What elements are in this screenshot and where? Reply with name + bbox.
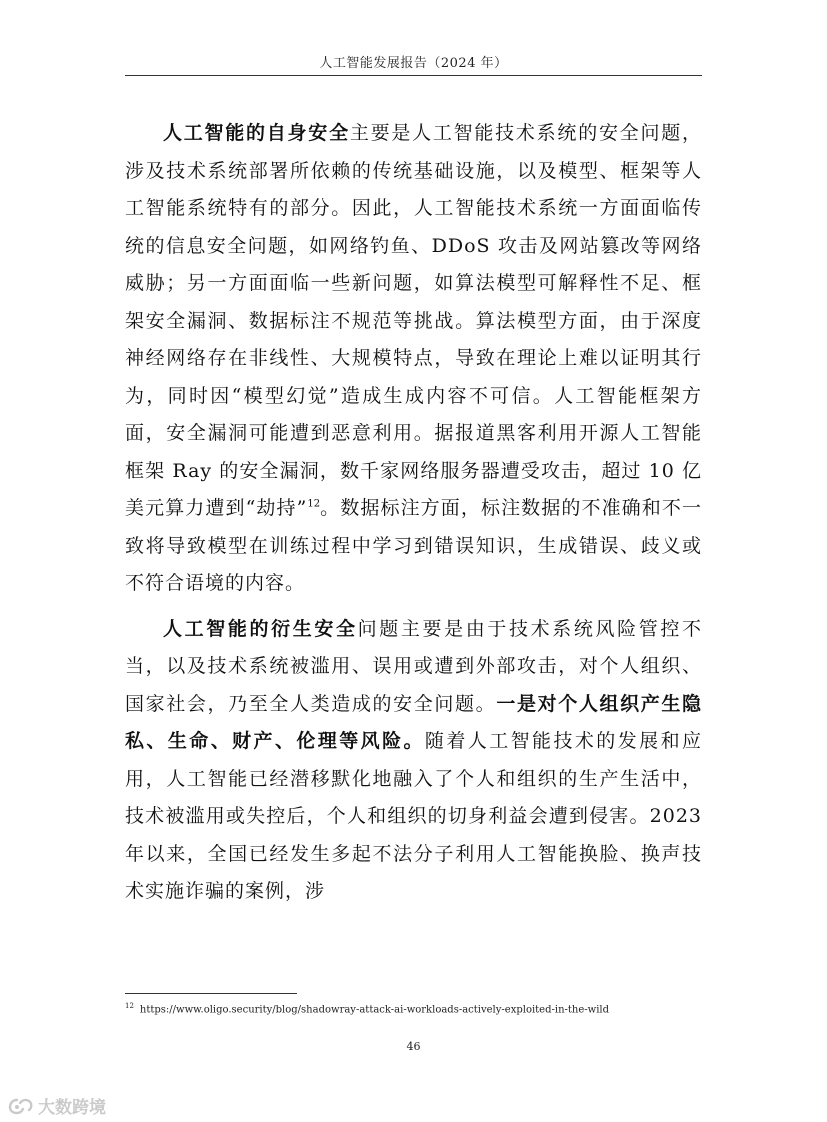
watermark — [8, 1093, 106, 1118]
header-divider — [125, 75, 702, 76]
paragraph-text: 随着人工智能技术的发展和应用，人工智能已经潜移默化地融入了个人和组织的生产生活中，技术被滥用或失控后，个人和组织的切身利益会遭到侵害。2023 年以来，全国已经发生多起不法分子利用人工智能换脸、换声技术实施诈骗的案例，涉 — [125, 730, 702, 902]
page-number: 46 — [406, 1040, 421, 1053]
footnote-number: 12 — [125, 1002, 134, 1010]
paragraph-self-security — [125, 115, 702, 603]
footnote-divider — [125, 993, 297, 994]
body-text — [125, 115, 702, 919]
footnote — [125, 1002, 702, 1015]
footnote-reference[interactable]: 12 — [307, 498, 321, 510]
watermark-logo-icon — [8, 1097, 34, 1115]
running-header: 人工智能发展报告（2024 年） — [319, 56, 508, 71]
paragraph-text: 。数据标注方面，标注数据的不准确和不一致将导致模型在训练过程中学习到错误知识，生成错误、歧义或不符合语境的内容。 — [125, 497, 702, 594]
watermark-text: 大数跨境 — [38, 1098, 106, 1118]
bold-lead-self-security: 人工智能的自身安全 — [163, 122, 350, 144]
paragraph-text: 问题主要是由于技术系统风险管控不当，以及技术系统被滥用、误用或遭到外部攻击，对个人组织、国家社会，乃至全人类造成的安全问题。 — [125, 617, 702, 715]
footnote-url[interactable]: https://www.oligo.security/blog/shadowray-attack-ai-workloads-actively-exploited-in-the-wild — [139, 1004, 610, 1016]
bold-lead-derived-security: 人工智能的衍生安全 — [163, 617, 358, 640]
paragraph-derived-security — [125, 611, 702, 911]
bold-point-one: 一是对个人组织产生隐私、生命、财产、伦理等风险。 — [125, 692, 702, 752]
paragraph-text: 主要是人工智能技术系统的安全问题，涉及技术系统部署所依赖的传统基础设施，以及模型、框架等人工智能系统特有的部分。因此，人工智能技术系统一方面面临传统的信息安全问题，如网络钓鱼、DDoS 攻击及网站篡改等网络威胁；另一方面面临一些新问题，如算法模型可解释性不足、框架安全漏洞、数据标注不规范等挑战。算法模型方面，由于深度神经网络存在非线性、大规模特点，导致在理论上难以证明其行为，同时因“模型幻觉”造成生成内容不可信。人工智能框架方面，安全漏洞可能遭到恶意利用。据报道黑客利用开源人工智能框架 Ray 的安全漏洞，数千家网络服务器遭受攻击，超过 10 亿美元算力遭到“劫持” — [125, 122, 702, 519]
